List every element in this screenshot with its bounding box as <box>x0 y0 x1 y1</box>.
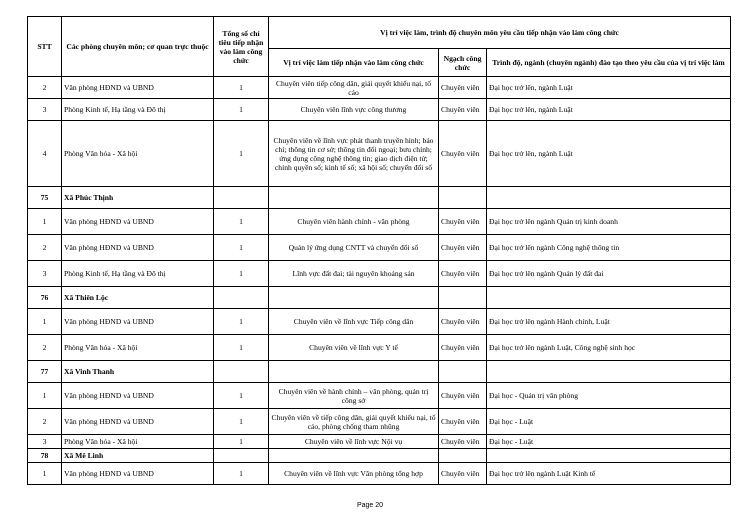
row-department: Văn phòng HĐND và UBND <box>62 409 214 435</box>
row-qualification: Đại học trở lên ngành Luật Kinh tế <box>487 463 731 485</box>
row-qualification: Đại học - Luật <box>487 435 731 449</box>
row-position: Lĩnh vực đất đai; tài nguyên khoáng sản <box>269 261 439 287</box>
section-row <box>28 187 731 209</box>
page-number: Page 20 <box>356 502 384 509</box>
row-quota: 1 <box>214 121 269 187</box>
empty-cell <box>487 187 731 209</box>
row-rank: Chuyên viên <box>439 261 487 287</box>
row-stt: 1 <box>28 209 62 235</box>
row-stt: 4 <box>28 121 62 187</box>
empty-cell <box>214 361 269 383</box>
empty-cell <box>487 449 731 463</box>
row-quota: 1 <box>214 463 269 485</box>
row-department: Phòng Kinh tế, Hạ tầng và Đô thị <box>62 261 214 287</box>
row-position: Chuyên viên về lĩnh vực Tiếp công dân <box>269 309 439 335</box>
section-name: Xã Phúc Thịnh <box>62 187 214 209</box>
row-qualification: Đại học trở lên, ngành Luật <box>487 121 731 187</box>
header-position: Vị trí việc làm tiếp nhận vào làm công chức <box>269 49 439 77</box>
section-name: Xã Mê Linh <box>62 449 214 463</box>
row-quota: 1 <box>214 209 269 235</box>
table-row <box>28 435 731 449</box>
row-department: Văn phòng HĐND và UBND <box>62 235 214 261</box>
table-row <box>28 235 731 261</box>
row-quota: 1 <box>214 261 269 287</box>
row-rank: Chuyên viên <box>439 99 487 121</box>
table-row <box>28 209 731 235</box>
section-row <box>28 361 731 383</box>
section-number: 75 <box>28 187 62 209</box>
row-position: Chuyên viên hành chính - văn phòng <box>269 209 439 235</box>
row-stt: 3 <box>28 261 62 287</box>
row-department: Văn phòng HĐND và UBND <box>62 77 214 99</box>
row-stt: 1 <box>28 463 62 485</box>
row-stt: 3 <box>28 435 62 449</box>
row-department: Văn phòng HĐND và UBND <box>62 463 214 485</box>
row-stt: 1 <box>28 309 62 335</box>
row-department: Phòng Văn hóa - Xã hội <box>62 435 214 449</box>
row-rank: Chuyên viên <box>439 235 487 261</box>
empty-cell <box>439 449 487 463</box>
row-quota: 1 <box>214 99 269 121</box>
header-group: Vị trí việc làm, trình độ chuyên môn yêu cầu tiếp nhận vào làm công chức <box>269 17 731 49</box>
empty-cell <box>214 287 269 309</box>
section-number: 78 <box>28 449 62 463</box>
row-qualification: Đại học trở lên ngành Hành chính, Luật <box>487 309 731 335</box>
row-position: Chuyên viên về lĩnh vực phát thanh truyền hình; báo chí; thông tin cơ sở; thông tin đối ngoại; bưu chính; ứng dụng công nghệ thông tin; giao dịch điện tử; chính quyền số; kinh tế số; xã hội số; chuyển đổi số <box>269 121 439 187</box>
table-row <box>28 409 731 435</box>
row-position: Chuyên viên về tiếp công dân, giải quyết khiếu nại, tố cáo, phòng chống tham nhũng <box>269 409 439 435</box>
empty-cell <box>487 287 731 309</box>
row-rank: Chuyên viên <box>439 435 487 449</box>
row-rank: Chuyên viên <box>439 463 487 485</box>
empty-cell <box>214 449 269 463</box>
recruitment-table <box>27 16 731 485</box>
row-department: Phòng Văn hóa - Xã hội <box>62 335 214 361</box>
section-name: Xã Vinh Thanh <box>62 361 214 383</box>
row-quota: 1 <box>214 235 269 261</box>
section-row <box>28 449 731 463</box>
row-rank: Chuyên viên <box>439 309 487 335</box>
row-stt: 1 <box>28 383 62 409</box>
row-rank: Chuyên viên <box>439 77 487 99</box>
row-rank: Chuyên viên <box>439 383 487 409</box>
table-row <box>28 335 731 361</box>
row-rank: Chuyên viên <box>439 121 487 187</box>
row-quota: 1 <box>214 435 269 449</box>
row-rank: Chuyên viên <box>439 335 487 361</box>
header-qualification: Trình độ, ngành (chuyên ngành) đào tạo theo yêu cầu của vị trí việc làm <box>487 49 731 77</box>
table-row <box>28 261 731 287</box>
row-qualification: Đại học trở lên ngành Luật, Công nghệ sinh học <box>487 335 731 361</box>
row-position: Chuyên viên về lĩnh vực Nội vụ <box>269 435 439 449</box>
row-department: Văn phòng HĐND và UBND <box>62 309 214 335</box>
row-qualification: Đại học trở lên ngành Quản trị kinh doanh <box>487 209 731 235</box>
row-stt: 2 <box>28 77 62 99</box>
row-qualification: Đại học - Quản trị văn phòng <box>487 383 731 409</box>
empty-cell <box>439 187 487 209</box>
row-department: Phòng Kinh tế, Hạ tầng và Đô thị <box>62 99 214 121</box>
row-rank: Chuyên viên <box>439 209 487 235</box>
row-department: Phòng Văn hóa - Xã hội <box>62 121 214 187</box>
row-position: Chuyên viên về hành chính – văn phòng, quản trị công sở <box>269 383 439 409</box>
empty-cell <box>439 361 487 383</box>
row-qualification: Đại học - Luật <box>487 409 731 435</box>
row-quota: 1 <box>214 383 269 409</box>
row-qualification: Đại học trở lên ngành Quản lý đất đai <box>487 261 731 287</box>
row-quota: 1 <box>214 335 269 361</box>
row-qualification: Đại học trở lên, ngành Luật <box>487 99 731 121</box>
empty-cell <box>269 449 439 463</box>
empty-cell <box>487 361 731 383</box>
table-body <box>28 77 731 485</box>
row-rank: Chuyên viên <box>439 409 487 435</box>
row-qualification: Đại học trở lên, ngành Luật <box>487 77 731 99</box>
header-rank: Ngạch công chức <box>439 49 487 77</box>
row-position: Quản lý ứng dụng CNTT và chuyển đổi số <box>269 235 439 261</box>
empty-cell <box>269 287 439 309</box>
row-quota: 1 <box>214 409 269 435</box>
row-stt: 2 <box>28 409 62 435</box>
header-quota: Tổng số chỉ tiêu tiếp nhận vào làm công chức <box>214 17 269 77</box>
row-position: Chuyên viên tiếp công dân, giải quyết khiếu nại, tố cáo <box>269 77 439 99</box>
header-department: Các phòng chuyên môn; cơ quan trực thuộc <box>62 17 214 77</box>
row-position: Chuyên viên về lĩnh vực Văn phòng tổng hợp <box>269 463 439 485</box>
empty-cell <box>269 187 439 209</box>
table-row <box>28 309 731 335</box>
empty-cell <box>269 361 439 383</box>
row-quota: 1 <box>214 309 269 335</box>
row-department: Văn phòng HĐND và UBND <box>62 383 214 409</box>
section-number: 76 <box>28 287 62 309</box>
row-stt: 2 <box>28 235 62 261</box>
header-stt: STT <box>28 17 62 77</box>
table-row <box>28 463 731 485</box>
row-qualification: Đại học trở lên ngành Công nghệ thông tin <box>487 235 731 261</box>
empty-cell <box>439 287 487 309</box>
row-stt: 2 <box>28 335 62 361</box>
section-number: 77 <box>28 361 62 383</box>
empty-cell <box>214 187 269 209</box>
section-row <box>28 287 731 309</box>
row-position: Chuyên viên lĩnh vực công thương <box>269 99 439 121</box>
row-position: Chuyên viên về lĩnh vực Y tế <box>269 335 439 361</box>
row-stt: 3 <box>28 99 62 121</box>
row-quota: 1 <box>214 77 269 99</box>
row-department: Văn phòng HĐND và UBND <box>62 209 214 235</box>
table-row <box>28 77 731 99</box>
table-row <box>28 99 731 121</box>
section-name: Xã Thiên Lộc <box>62 287 214 309</box>
table-row <box>28 121 731 187</box>
table-row <box>28 383 731 409</box>
